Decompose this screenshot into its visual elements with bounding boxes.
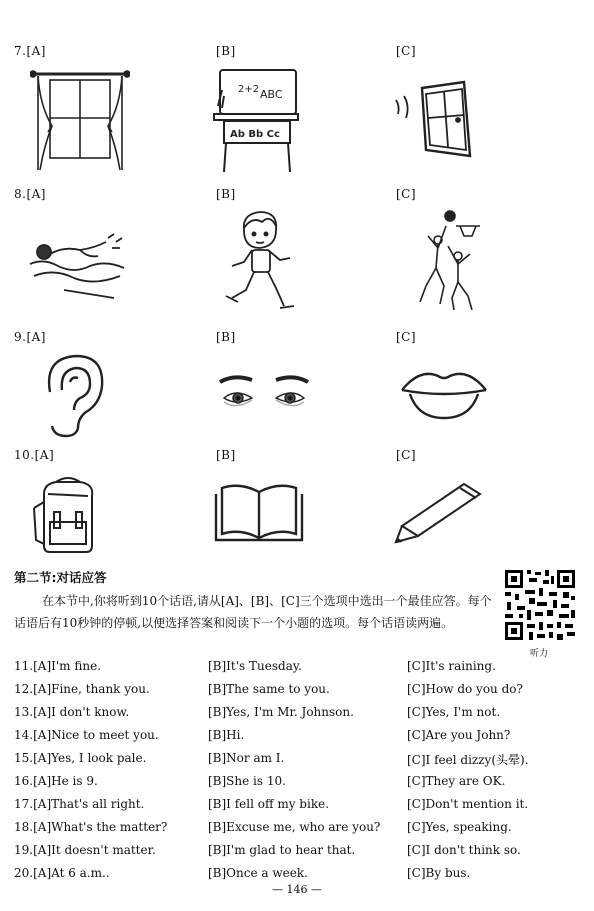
question-7-option-c-label: [C] [396,44,417,58]
qr-code-icon[interactable] [503,568,577,642]
question-10-option-c-label: [C] [396,448,417,462]
door-icon[interactable] [392,80,482,160]
question-9-number-a: 9.[A] [14,330,46,344]
lips-icon[interactable] [398,364,490,422]
page-number: — 146 — [272,883,322,896]
board-math-text: 2+2 [238,84,260,95]
question-row-13 [14,705,584,725]
option-a[interactable]: 19.[A]It doesn't matter. [14,843,156,857]
option-c[interactable]: [C]They are OK. [407,774,506,788]
option-a[interactable]: 17.[A]That's all right. [14,797,145,811]
option-b[interactable]: [B]Nor am I. [208,751,285,765]
option-c[interactable]: [C]I feel dizzy(头晕). [407,753,529,767]
question-row-18 [14,820,584,840]
question-row-11 [14,659,584,679]
eyes-icon[interactable] [214,372,314,416]
option-c[interactable]: [C]Don't mention it. [407,797,529,811]
ear-icon[interactable] [38,352,108,438]
question-8-option-b-label: [B] [216,187,236,201]
pencil-icon[interactable] [394,480,486,544]
question-7-number-a: 7.[A] [14,44,46,58]
blackboard-icon[interactable] [210,66,302,176]
section-instructions: 在本节中,你将听到10个话语,请从[A]、[B]、[C]三个选项中选出一个最佳应答。每个话语后有10秒钟的停顿,以便选择答案和阅读下一个小题的选项。每个话语读两遍。 [14,594,492,630]
backpack-icon[interactable] [30,474,106,554]
option-b[interactable]: [B]She is 10. [208,774,286,788]
question-row-19 [14,843,584,863]
question-7-option-b-label: [B] [216,44,236,58]
question-row-17 [14,797,584,817]
basketball-icon[interactable] [398,206,490,316]
question-row-16 [14,774,584,794]
option-b[interactable]: [B]It's Tuesday. [208,659,302,673]
option-c[interactable]: [C]Are you John? [407,728,511,742]
option-b[interactable]: [B]Once a week. [208,866,308,880]
question-8-number-a: 8.[A] [14,187,46,201]
desk-text: Ab Bb Cc [230,129,280,140]
option-c[interactable]: [C]It's raining. [407,659,496,673]
option-b[interactable]: [B]Yes, I'm Mr. Johnson. [208,705,354,719]
option-a[interactable]: 12.[A]Fine, thank you. [14,682,150,696]
qr-caption: 听力 [530,649,549,659]
question-row-14 [14,728,584,748]
question-row-15 [14,751,584,771]
option-a[interactable]: 18.[A]What's the matter? [14,820,168,834]
running-boy-icon[interactable] [222,206,312,316]
option-c[interactable]: [C]How do you do? [407,682,523,696]
option-c[interactable]: [C]By bus. [407,866,471,880]
question-10-number-a: 10.[A] [14,448,55,462]
section-title: 第二节:对话应答 [14,570,107,585]
option-b[interactable]: [B]I'm glad to hear that. [208,843,356,857]
option-a[interactable]: 20.[A]At 6 a.m.. [14,866,110,880]
question-9-option-b-label: [B] [216,330,236,344]
option-c[interactable]: [C]I don't think so. [407,843,521,857]
open-book-icon[interactable] [214,480,304,544]
board-abc-text: ABC [260,88,283,101]
option-c[interactable]: [C]Yes, I'm not. [407,705,501,719]
option-c[interactable]: [C]Yes, speaking. [407,820,512,834]
swimming-icon[interactable] [24,228,134,300]
question-8-option-c-label: [C] [396,187,417,201]
window-icon[interactable] [30,66,130,176]
option-a[interactable]: 13.[A]I don't know. [14,705,130,719]
option-a[interactable]: 15.[A]Yes, I look pale. [14,751,147,765]
option-b[interactable]: [B]Excuse me, who are you? [208,820,381,834]
option-b[interactable]: [B]Hi. [208,728,245,742]
option-b[interactable]: [B]I fell off my bike. [208,797,330,811]
option-b[interactable]: [B]The same to you. [208,682,330,696]
option-a[interactable]: 14.[A]Nice to meet you. [14,728,159,742]
option-a[interactable]: 16.[A]He is 9. [14,774,98,788]
option-a[interactable]: 11.[A]I'm fine. [14,659,102,673]
question-9-option-c-label: [C] [396,330,417,344]
question-10-option-b-label: [B] [216,448,236,462]
question-row-12 [14,682,584,702]
